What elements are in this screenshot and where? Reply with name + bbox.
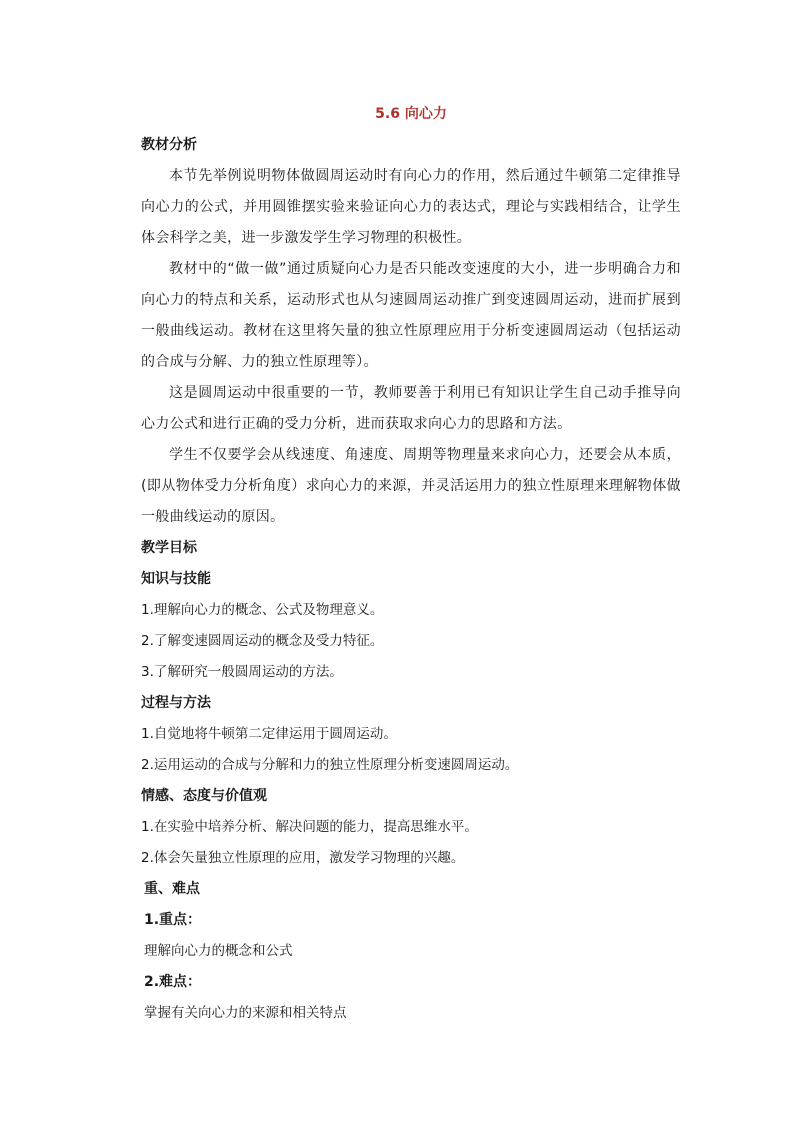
difficulty-text: 掌握有关向心力的来源和相关特点	[144, 1005, 347, 1021]
subheading-process: 过程与方法	[141, 695, 211, 711]
document-page	[141, 100, 681, 1029]
list-item: 2.体会矢量独立性原理的应用，激发学习物理的兴趣。	[141, 850, 465, 866]
section-heading-analysis: 教材分析	[141, 137, 197, 153]
analysis-paragraph: 这是圆周运动中很重要的一节，教师要善于利用已有知识让学生自己动手推导向心力公式和进行正确的受力分析，进而获取求向心力的思路和方法。	[141, 385, 681, 432]
analysis-paragraph: 本节先举例说明物体做圆周运动时有向心力的作用，然后通过牛顿第二定律推导向心力的公式，并用圆锥摆实验来验证向心力的表达式，理论与实践相结合，让学生体会科学之美，进一步激发学生学习物理的积极性。	[141, 168, 681, 246]
analysis-paragraph: 学生不仅要学会从线速度、角速度、周期等物理量来求向心力，还要会从本质，(即从物体受力分析角度）求向心力的来源，并灵活运用力的独立性原理来理解物体做一般曲线运动的原因。	[141, 447, 681, 525]
focus-label: 1.重点：	[144, 912, 202, 928]
analysis-paragraph: 教材中的“做一做”通过质疑向心力是否只能改变速度的大小，进一步明确合力和向心力的特点和关系，运动形式也从匀速圆周运动推广到变速圆周运动，进而扩展到一般曲线运动。教材在这里将矢量的独立性原理应用于分析变速圆周运动（包括运动的合成与分解、力的独立性原理等）。	[141, 261, 681, 370]
subheading-attitude: 情感、态度与价值观	[141, 788, 267, 804]
subheading-knowledge: 知识与技能	[141, 571, 211, 587]
difficulty-label: 2.难点：	[144, 974, 202, 990]
list-item: 1.在实验中培养分析、解决问题的能力，提高思维水平。	[141, 819, 478, 835]
list-item: 2.运用运动的合成与分解和力的独立性原理分析变速圆周运动。	[141, 757, 519, 773]
section-heading-keypoints: 重、难点	[144, 881, 200, 897]
list-item: 3.了解研究一般圆周运动的方法。	[141, 664, 343, 680]
section-heading-goals: 教学目标	[141, 540, 197, 556]
list-item: 1.自觉地将牛顿第二定律运用于圆周运动。	[141, 726, 397, 742]
list-item: 2.了解变速圆周运动的概念及受力特征。	[141, 633, 384, 649]
focus-text: 理解向心力的概念和公式	[144, 943, 293, 959]
list-item: 1.理解向心力的概念、公式及物理意义。	[141, 602, 384, 618]
document-title: 5.6 向心力	[375, 106, 447, 122]
